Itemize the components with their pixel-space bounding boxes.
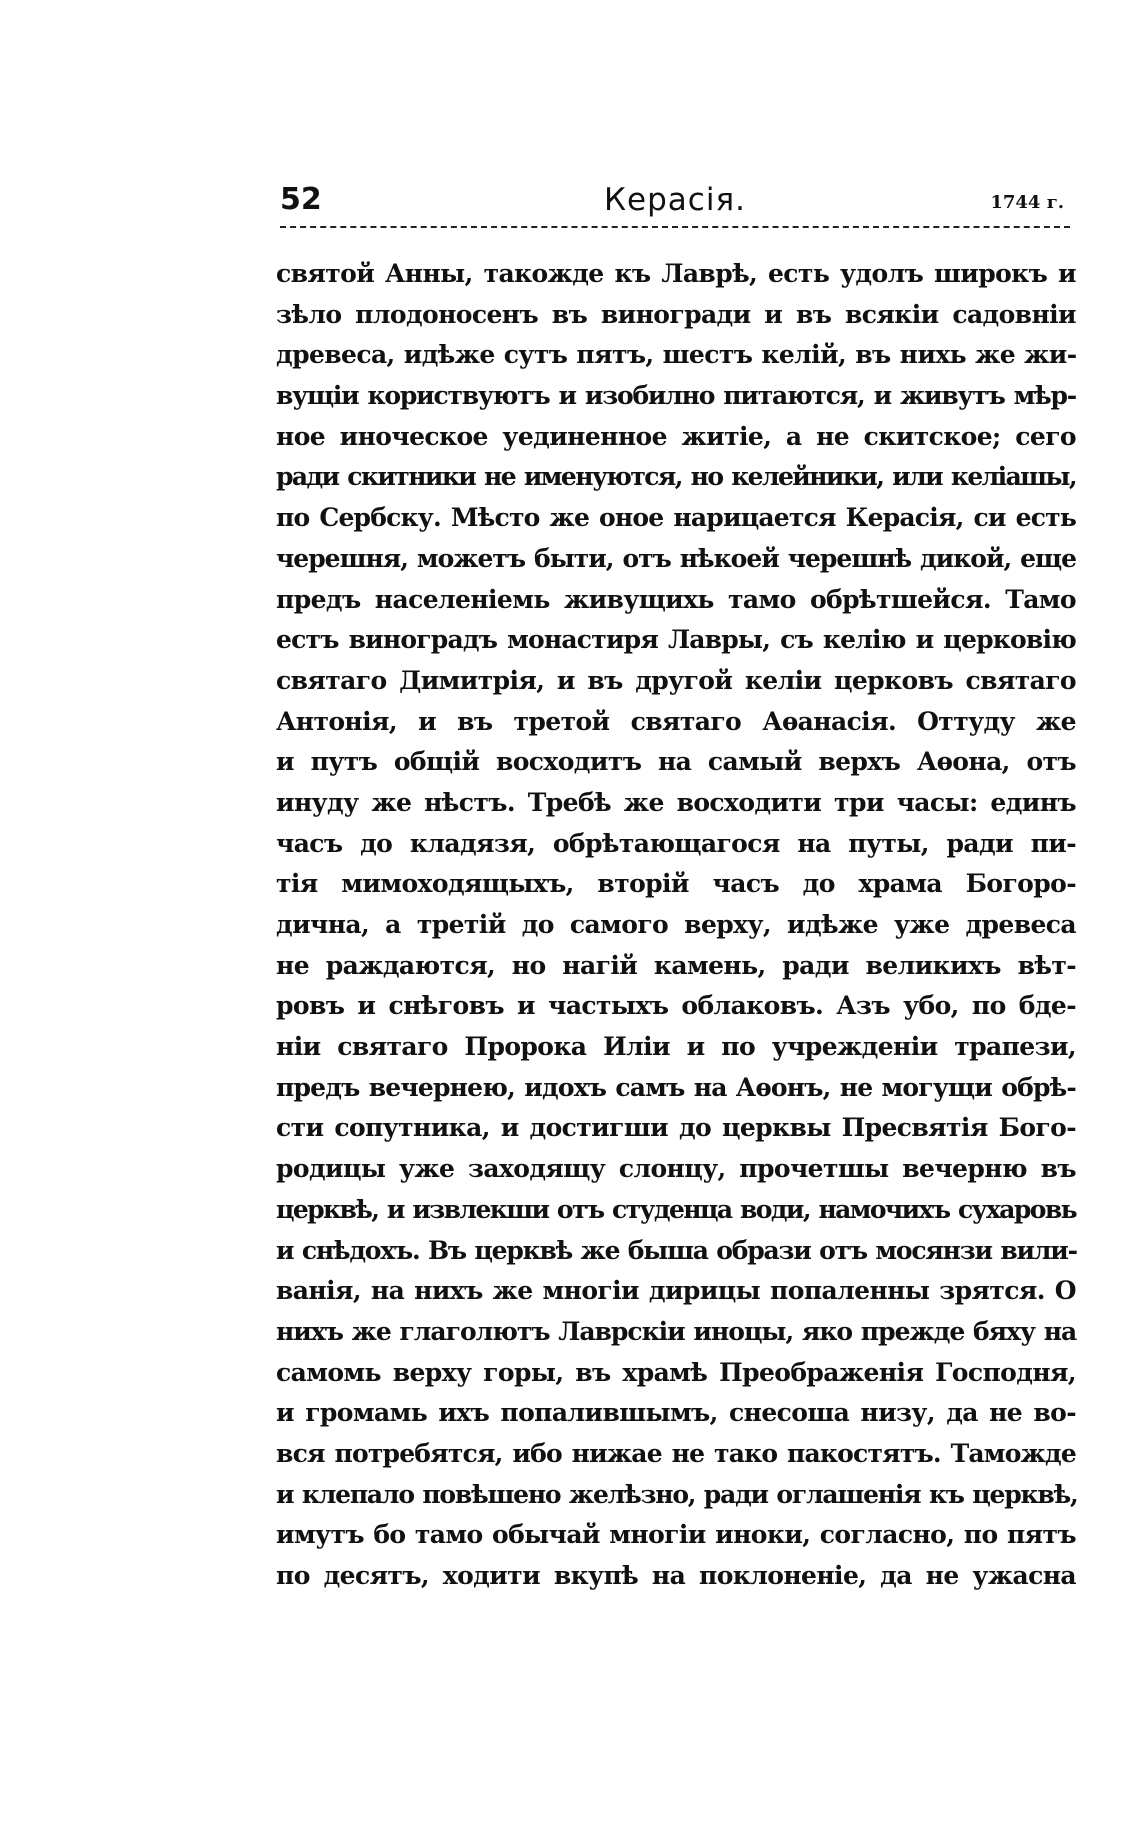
text-line: святой Анны, такожде къ Лаврѣ, есть удолъ широкъ и	[276, 259, 1076, 288]
text-line: нихъ же глаголютъ Лаврскіи иноцы, яко прежде бяху на	[276, 1316, 1077, 1346]
text-line: вущіи користвуютъ и изобилно питаются, и живутъ мѣр-	[276, 381, 1076, 411]
text-line: ради скитники не именуются, но келейники, или келіашы,	[276, 462, 1076, 492]
text-line: черешня, можетъ быти, отъ нѣкоей черешнѣ дикой, еще	[276, 543, 1076, 573]
text-line: и клепало повѣшено желѣзно, ради оглашенія къ церквѣ,	[276, 1479, 1078, 1509]
text-line: и путъ общій восходитъ на самый верхъ Аѳона, отъ	[276, 747, 1076, 777]
header-rule	[280, 226, 1070, 228]
text-line: инуду же нѣстъ. Требѣ же восходити три часы: единъ	[276, 787, 1076, 817]
text-line: предъ населеніемь живущихь тамо обрѣтшейся. Тамо	[276, 584, 1076, 614]
running-year: 1744 г.	[990, 192, 1064, 213]
text-line: самомь верху горы, въ храмѣ Преображенія Господня,	[276, 1357, 1076, 1387]
text-line: не раждаются, но нагій камень, ради великихъ вѣт-	[276, 950, 1076, 980]
text-line: церквѣ, и извлекши отъ студенца води, намочихъ сухаровь	[276, 1194, 1076, 1224]
text-line: Антонія, и въ третой святаго Аѳанасія. Оттуду же	[276, 706, 1076, 736]
text-line: родицы уже заходящу слонцу, прочетшы вечерню въ	[276, 1154, 1076, 1184]
text-line: зѣло плодоносенъ въ виногради и въ всякіи садовніи	[276, 299, 1076, 329]
text-line: древеса, идѣже сутъ пятъ, шестъ келій, въ нихь же жи-	[276, 340, 1077, 370]
text-line: имутъ бо тамо обычай многіи иноки, согласно, по пятъ	[276, 1520, 1076, 1550]
text-line: дична, а третій до самого верху, идѣже уже древеса	[276, 910, 1076, 939]
text-line: ніи святаго Пророка Иліи и по учрежденіи трапези,	[276, 1032, 1076, 1062]
page-number: 52	[280, 182, 322, 217]
running-title: Керасія.	[604, 182, 746, 218]
text-line: ванія, на нихъ же многіи дирицы попаленны зрятся. О	[276, 1276, 1076, 1306]
text-line: по десятъ, ходити вкупѣ на поклоненіе, да не ужасна	[276, 1561, 1076, 1590]
text-line: вся потребятся, ибо нижае не тако пакостятъ. Таможде	[276, 1438, 1076, 1468]
text-line: ное иноческое уединенное житіе, а не скитское; сего	[276, 421, 1076, 451]
text-line: и снѣдохъ. Въ церквѣ же быша образи отъ мосянзи вили-	[276, 1235, 1077, 1265]
text-line: по Сербску. Мѣсто же оное нарицается Керасія, си есть	[276, 503, 1076, 533]
text-line: часъ до кладязя, обрѣтающагося на путы, ради пи-	[276, 828, 1076, 858]
body-text	[276, 254, 1076, 1597]
text-line: предъ вечернею, идохъ самъ на Аѳонъ, не могущи обрѣ-	[276, 1072, 1076, 1102]
text-line: ровъ и снѣговъ и частыхъ облаковъ. Азъ убо, по бде-	[276, 991, 1076, 1021]
running-head	[280, 180, 1070, 230]
text-line: естъ виноградъ монастиря Лавры, съ келію и церковію	[276, 625, 1076, 655]
text-line: и громамь ихъ попалившымъ, снесоша низу, да не во-	[276, 1398, 1076, 1428]
text-line: тія мимоходящыхъ, вторій часъ до храма Богоро-	[276, 869, 1076, 899]
text-line: святаго Димитрія, и въ другой келіи церковъ святаго	[276, 665, 1076, 695]
text-line: сти сопутника, и достигши до церквы Пресвятія Бого-	[276, 1113, 1076, 1143]
